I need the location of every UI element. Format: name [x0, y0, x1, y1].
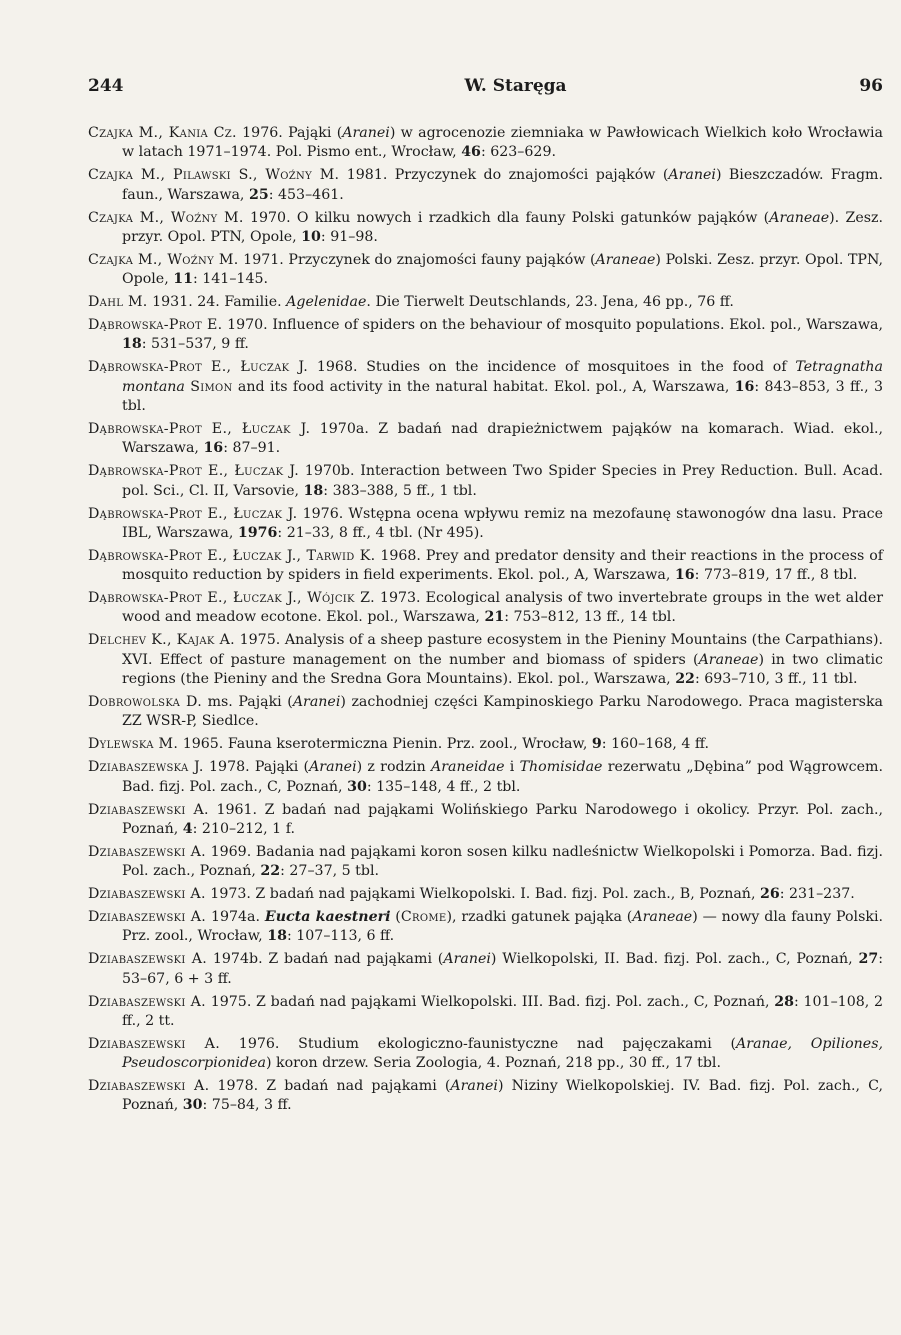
reference-authors: Dziabaszewski A.: [88, 1035, 221, 1052]
reference-text: 1968. Prey and predator density and their reactions in the process of mosquito reduction by spiders in field experiments. Ekol. pol., A, Warszawa,: [122, 547, 883, 584]
reference-text: : 87–91.: [223, 440, 281, 457]
reference-text: 1970. Influence of spiders on the behaviour of mosquito populations. Ekol. pol., Warszawa,: [222, 317, 883, 334]
reference-text: : 107–113, 6 ff.: [286, 928, 395, 945]
reference-text: 1975. Z badań nad pająkami Wielkopolski. III. Bad. fizj. Pol. zach., C, Poznań,: [206, 993, 775, 1010]
reference-text: ) w agrocenozie ziemniaka w Pawłowicach Wielkich koło Wrocławia w latach 1971–1974. Pol. Pismo ent., Wrocław,: [122, 125, 883, 161]
reference-text: 1969. Badania nad pająkami koron sosen kilku nadleśnictw Wielkopolski i Pomorza. Bad. fizj. Pol. zach., Poznań,: [122, 843, 883, 880]
reference-text: ) — nowy dla fauny Polski. Prz. zool., Wrocław,: [122, 909, 884, 945]
reference-authors: Dąbrowska-Prot E., Łuczak J.: [88, 420, 311, 437]
reference-text: ) Bieszczadów. Fragm. faun., Warszawa,: [122, 167, 883, 203]
reference-authors: Simon: [190, 378, 233, 395]
reference-volume: 27: [858, 951, 879, 968]
reference-text: 1931. 24. Familie.: [147, 294, 287, 311]
reference-entry: [88, 735, 883, 754]
reference-authors: Dziabaszewski A.: [88, 993, 206, 1010]
reference-text: 1981. Przyczynek do znajomości pająków (: [339, 167, 669, 184]
reference-volume: 30: [347, 778, 367, 795]
reference-authors: Dziabaszewski A.: [88, 886, 206, 903]
reference-authors: Dziabaszewski A.: [88, 909, 207, 926]
reference-taxon: Araneae: [632, 909, 693, 926]
reference-text: : 160–168, 4 ff.: [601, 736, 709, 753]
reference-text: : 210–212, 1 f.: [192, 820, 295, 837]
reference-entry: [88, 631, 883, 689]
reference-authors: Dziabaszewski A.: [88, 1078, 210, 1095]
reference-text: 1974a.: [206, 909, 265, 926]
reference-text: 1970b. Interaction between Two Spider Species in Prey Reduction. Bull. Acad. pol. Sci., Cl. II, Varsovie,: [122, 463, 883, 499]
reference-authors: Czajka M., Kania Cz.: [88, 125, 237, 141]
reference-entry: [88, 420, 883, 459]
reference-authors: Delchev K., Kajak A.: [88, 632, 235, 649]
reference-text: : 623–629.: [480, 144, 556, 161]
reference-text: 1973. Ecological analysis of two invertebrate groups in the wet alder wood and meadow ecotone. Ekol. pol., Warszawa,: [122, 590, 883, 626]
reference-entry: [88, 1077, 883, 1116]
reference-text: 1961. Z badań nad pająkami Wolińskiego Parku Narodowego i okolicy. Przyr. Pol. zach., Poznań,: [122, 801, 883, 837]
reference-text: ) z rodzin: [356, 759, 431, 776]
reference-volume: 10: [301, 228, 321, 245]
reference-entry: [88, 908, 883, 947]
reference-list: [88, 124, 883, 1116]
reference-text: : 453–461.: [268, 186, 344, 203]
reference-authors: Dylewska M.: [88, 736, 179, 753]
reference-entry: [88, 801, 883, 840]
reference-authors: Czajka M., Pilawski S., Woźny M.: [88, 167, 340, 184]
running-head: [88, 76, 883, 100]
reference-text: ), rzadki gatunek pająka (: [446, 909, 633, 926]
reference-taxon: Araneae: [595, 251, 656, 268]
reference-text: : 141–145.: [192, 271, 269, 288]
reference-authors: Czajka M., Woźny M.: [88, 251, 239, 268]
reference-volume: 9: [591, 736, 602, 753]
reference-text: : 753–812, 13 ff., 14 tbl.: [504, 609, 676, 626]
reference-text: rezerwatu „Dębina” pod Wągrowcem. Bad. fizj. Pol. zach., C, Poznań,: [122, 759, 883, 795]
reference-entry: [88, 589, 883, 628]
reference-entry: [88, 209, 883, 248]
reference-text: : 27–37, 5 tbl.: [280, 863, 379, 880]
reference-authors: Dąbrowska-Prot E., Łuczak J., Tarwid K.: [88, 547, 376, 564]
reference-text: ). Zesz. przyr. Opol. PTN, Opole,: [122, 209, 883, 245]
reference-text: ) zachodniej części Kampinoskiego Parku Narodowego. Praca magisterska ZZ WSR-P, Siedlce.: [122, 693, 883, 730]
reference-text: : 843–853, 3 ff., 3 tbl.: [122, 378, 883, 414]
reference-taxon: Araneidae: [430, 759, 505, 776]
reference-text: 1970. O kilku nowych i rzadkich dla fauny Polski gatunków pająków (: [243, 209, 770, 226]
page-number: 244: [88, 76, 124, 96]
reference-text: ) in two climatic regions (the Pieniny and the Sredna Gora Mountains). Ekol. pol., Warszawa,: [122, 651, 883, 687]
reference-authors: Dziabaszewska J.: [88, 759, 204, 776]
reference-entry: [88, 547, 883, 586]
reference-entry: [88, 166, 883, 205]
reference-entry: [88, 693, 883, 732]
reference-volume: 11: [173, 271, 193, 288]
reference-text: : 75–84, 3 ff.: [202, 1097, 292, 1114]
reference-volume: 16: [734, 378, 755, 395]
reference-entry: [88, 293, 883, 312]
reference-entry: [88, 462, 883, 501]
reference-taxon: Aranei: [668, 167, 716, 184]
reference-volume: 25: [248, 186, 269, 203]
reference-entry: [88, 993, 883, 1032]
reference-taxon: Agelenidae: [286, 294, 367, 311]
reference-text: : 101–108, 2 ff., 2 tt.: [122, 993, 884, 1029]
reference-text: : 21–33, 8 ff., 4 tbl. (Nr 495).: [277, 524, 484, 541]
reference-text: ) Wielkopolski, II. Bad. fizj. Pol. zach., C, Poznań,: [490, 951, 859, 968]
reference-text: 1976. Pająki (: [236, 125, 343, 141]
reference-text: ms. Pająki (: [202, 693, 293, 710]
reference-authors: Dziabaszewski A.: [88, 843, 206, 860]
reference-text: 1965. Fauna kserotermiczna Pienin. Prz. zool., Wrocław,: [178, 736, 592, 753]
reference-taxon: Aranei: [342, 125, 390, 141]
reference-authors: Dąbrowska-Prot E.: [88, 317, 223, 334]
reference-text: 1973. Z badań nad pająkami Wielkopolski. I. Bad. fizj. Pol. zach., B, Poznań,: [205, 886, 760, 903]
reference-taxon: Araneae: [769, 209, 830, 226]
reference-text: 1978. Z badań nad pająkami (: [209, 1078, 451, 1095]
reference-text: 1976. Studium ekologiczno-faunistyczne nad pajęczakami (: [220, 1035, 737, 1052]
reference-text: : 383–388, 5 ff., 1 tbl.: [323, 482, 477, 499]
reference-authors: Dąbrowska-Prot E., Łuczak J., Wójcik Z.: [88, 590, 375, 607]
reference-volume: 26: [759, 886, 780, 903]
reference-text: : 693–710, 3 ff., 11 tbl.: [694, 670, 858, 687]
reference-text: (: [390, 909, 401, 926]
running-title: W. Staręga: [464, 76, 567, 96]
reference-text: 1976. Wstępna ocena wpływu remiz na mezofaunę stawonogów dna lasu. Prace IBL, Warszawa,: [122, 505, 883, 541]
reference-volume: 21: [484, 609, 505, 626]
reference-text: 1975. Analysis of a sheep pasture ecosystem in the Pieniny Mountains (the Carpathians). XVI. Effect of pasture management on the number and biomass of spiders (: [122, 632, 883, 668]
reference-text: : 91–98.: [320, 228, 378, 245]
reference-text: i: [504, 759, 520, 776]
reference-taxon: Aranei: [443, 951, 491, 968]
reference-taxon: Aranei: [292, 693, 341, 710]
reference-text: : 531–537, 9 ff.: [141, 336, 249, 353]
reference-entry: [88, 843, 883, 882]
reference-text: : 231–237.: [779, 886, 855, 903]
reference-volume: 18: [303, 482, 324, 499]
reference-text: : 135–148, 4 ff., 2 tbl.: [366, 778, 521, 795]
reference-text: : 773–819, 17 ff., 8 tbl.: [694, 567, 858, 584]
reference-text: ) koron drzew. Seria Zoologia, 4. Poznań, 218 pp., 30 ff., 17 tbl.: [265, 1055, 721, 1072]
reference-entry: [88, 950, 883, 989]
reference-entry: [88, 316, 883, 355]
reference-text: : 53–67, 6 + 3 ff.: [122, 951, 883, 987]
reference-entry: [88, 758, 883, 797]
reference-authors: Crome: [400, 909, 447, 926]
reference-authors: Dahl M.: [88, 294, 148, 311]
reference-volume: 18: [267, 928, 287, 945]
reference-volume: 22: [675, 670, 695, 687]
reference-authors: Dziabaszewski A.: [88, 951, 208, 968]
reference-volume: 46: [461, 144, 481, 161]
reference-entry: [88, 358, 883, 416]
reference-text: ) Niziny Wielkopolskiej. IV. Bad. fizj. Pol. zach., C, Poznań,: [122, 1078, 883, 1114]
reference-volume: 4: [182, 820, 193, 837]
reference-entry: [88, 505, 883, 544]
reference-text: 1968. Studies on the incidence of mosquitoes in the food of: [308, 359, 796, 376]
reference-authors: Czajka M., Woźny M.: [88, 209, 244, 226]
reference-taxon: Aranei: [450, 1078, 498, 1095]
reference-text: 1974b. Z badań nad pająkami (: [207, 951, 444, 968]
reference-taxon: Aranae, Opiliones, Pseudoscorpionidea: [122, 1035, 883, 1072]
reference-text: . Die Tierwelt Deutschlands, 23. Jena, 46 pp., 76 ff.: [366, 294, 734, 311]
reference-volume: 16: [674, 567, 695, 584]
reference-entry: [88, 1035, 883, 1074]
volume-number: 96: [859, 76, 883, 96]
reference-taxon: Tetragnatha montana: [122, 359, 884, 395]
reference-taxon: Thomisidae: [519, 759, 603, 776]
reference-text: and its food activity in the natural habitat. Ekol. pol., A, Warszawa,: [232, 378, 735, 395]
reference-text: ) Polski. Zesz. przyr. Opol. TPN, Opole,: [122, 251, 883, 288]
reference-text: 1970a. Z badań nad drapieżnictwem pająków na komarach. Wiad. ekol., Warszawa,: [122, 420, 884, 457]
reference-taxon: Araneae: [698, 651, 759, 668]
reference-volume: 16: [203, 440, 224, 457]
reference-text: 1971. Przyczynek do znajomości fauny pająków (: [238, 251, 596, 268]
reference-entry: [88, 124, 883, 163]
reference-volume: 1976: [237, 524, 278, 541]
reference-entry: [88, 885, 883, 904]
reference-volume: 30: [182, 1097, 203, 1114]
reference-authors: Dąbrowska-Prot E., Łuczak J.: [88, 505, 298, 522]
reference-volume: 18: [122, 336, 142, 353]
reference-volume: 22: [260, 863, 281, 880]
reference-entry: [88, 251, 883, 290]
reference-taxon: Aranei: [309, 759, 357, 776]
reference-text: 1978. Pająki (: [203, 759, 310, 776]
reference-authors: Dąbrowska-Prot E., Łuczak J.: [88, 359, 309, 376]
reference-authors: Dąbrowska-Prot E., Łuczak J.: [88, 463, 300, 480]
reference-volume: 28: [774, 993, 794, 1010]
reference-authors: Dziabaszewski A.: [88, 801, 209, 818]
reference-taxon: Eucta kaestneri: [264, 909, 391, 926]
reference-authors: Dobrowolska D.: [88, 693, 203, 710]
